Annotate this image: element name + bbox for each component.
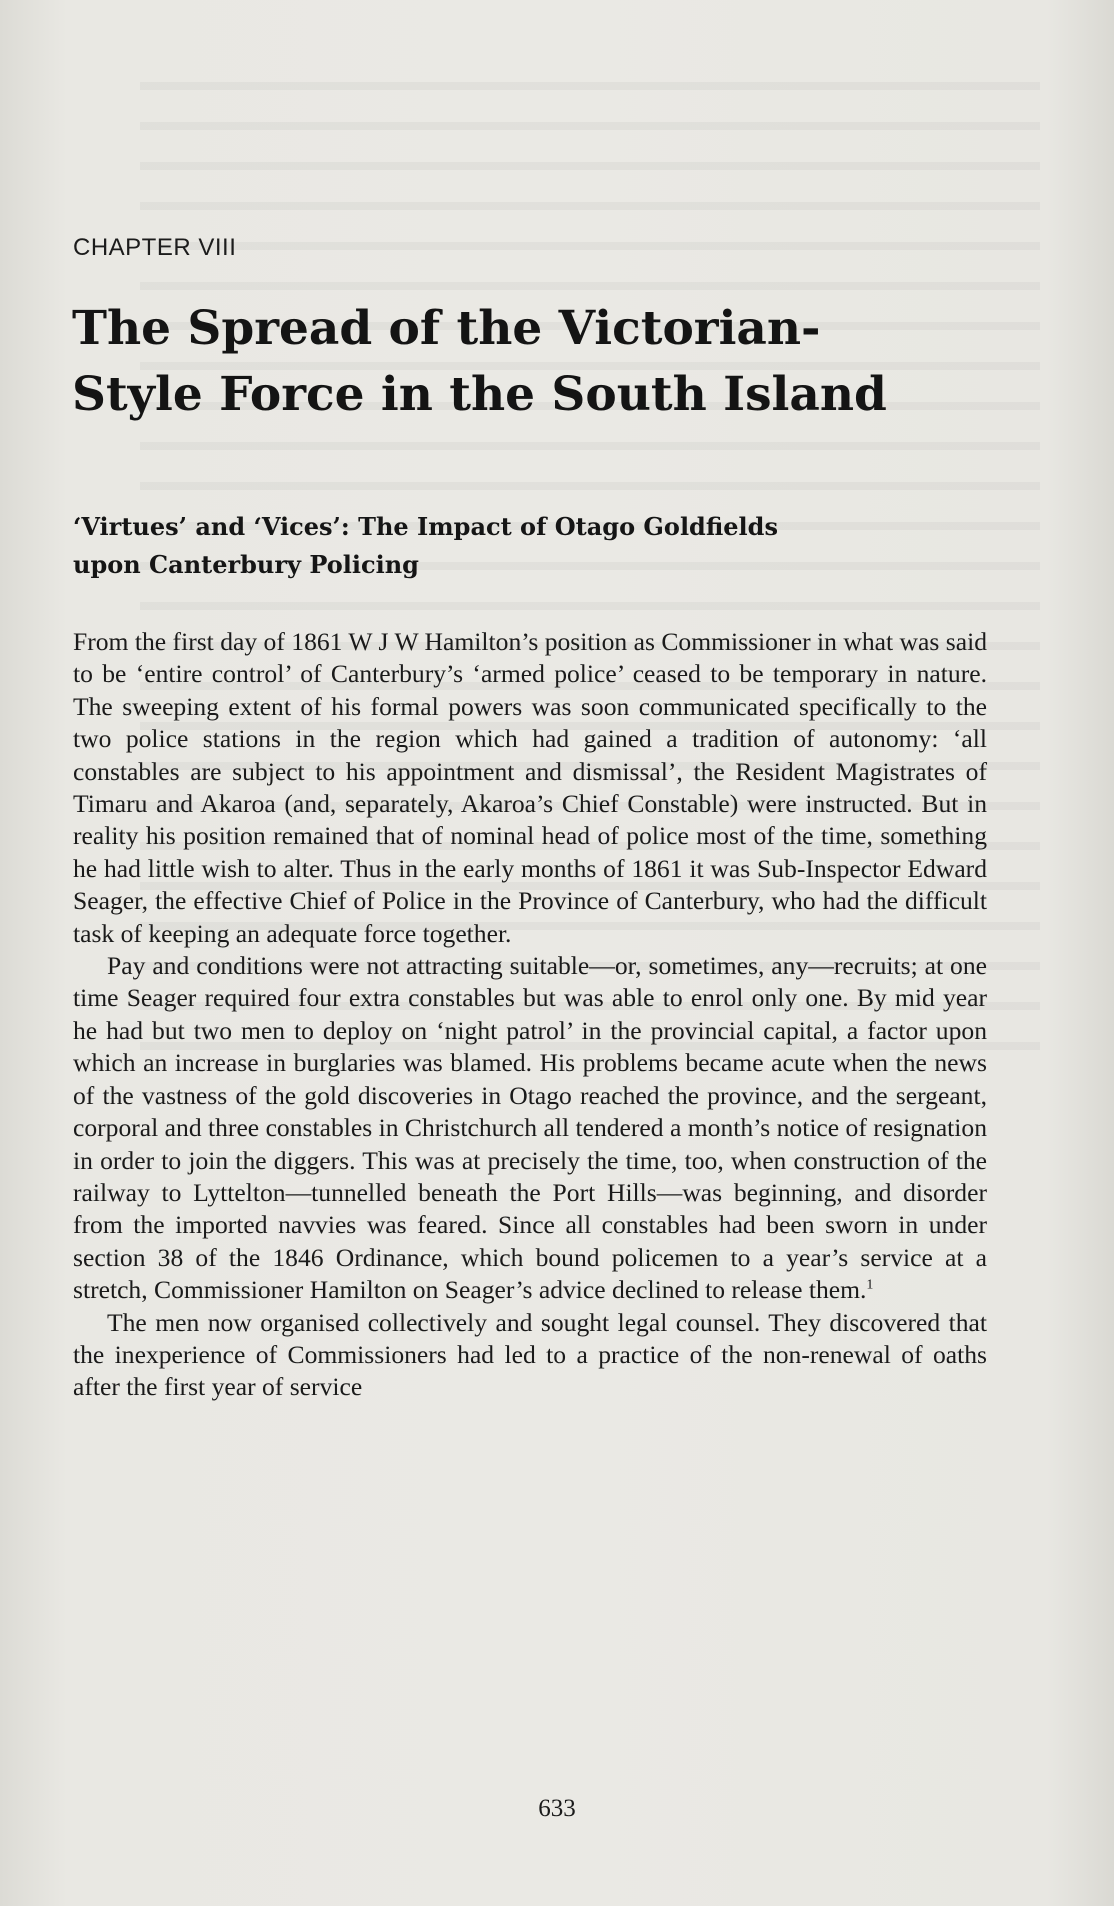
- chapter-title: [72, 296, 972, 428]
- paragraph: [73, 626, 987, 950]
- paragraph: [73, 950, 987, 1306]
- page-number: 633: [538, 1795, 576, 1822]
- paragraph: [73, 1307, 987, 1404]
- section-heading-line-1: ‘Virtues’ and ‘Vices’: The Impact of Otago Goldfields: [73, 512, 778, 541]
- paragraph-text: The men now organised collectively and sought legal counsel. They discovered that the inexperience of Commissioners had led to a practice of the non-renewal of oaths after the first year of service: [73, 1307, 987, 1402]
- chapter-title-line-1: The Spread of the Victorian-: [72, 301, 821, 356]
- paragraph-text: Pay and conditions were not attracting suitable—or, sometimes, any—recruits; at one time Seager required four extra constables but was able to enrol only one. By mid year he had but two men to deploy on ‘night patrol’ in the provincial capital, a factor upon which an increase in burglaries was blamed. His problems became acute when the news of the vastness of the gold discoveries in Otago reached the province, and the sergeant, corporal and three constables in Christchurch all tendered a month’s notice of resignation in order to join the diggers. This was at precisely the time, too, when construction of the railway to Lyttelton—tunnelled beneath the Port Hills—was beginning, and disorder from the imported navvies was feared. Since all constables had been sworn in under section 38 of the 1846 Ordinance, which bound policemen to a year’s service at a stretch, Commissioner Hamilton on Seager’s advice declined to release them.: [73, 951, 987, 1305]
- footnote-marker[interactable]: 1: [866, 1277, 874, 1293]
- chapter-title-line-2: Style Force in the South Island: [72, 367, 887, 422]
- section-heading-line-2: upon Canterbury Policing: [73, 550, 419, 579]
- chapter-label: CHAPTER VIII: [73, 234, 237, 261]
- body-text: [73, 626, 987, 1404]
- section-heading: [73, 508, 973, 584]
- paragraph-text: From the first day of 1861 W J W Hamilton’s position as Commissioner in what was said to be ‘entire control’ of Canterbury’s ‘armed police’ ceased to be temporary in nature. The sweeping extent of his formal powers was soon communicated specifically to the two police stations in the region which had gained a tradition of autonomy: ‘all constables are subject to his appointment and dismissal’, the Resident Magistrates of Timaru and Akaroa (and, separately, Akaroa’s Chief Constable) were instructed. But in reality his position remained that of nominal head of police most of the time, something he had little wish to alter. Thus in the early months of 1861 it was Sub-Inspector Edward Seager, the effective Chief of Police in the Province of Canterbury, who had the difficult task of keeping an adequate force together.: [73, 627, 987, 948]
